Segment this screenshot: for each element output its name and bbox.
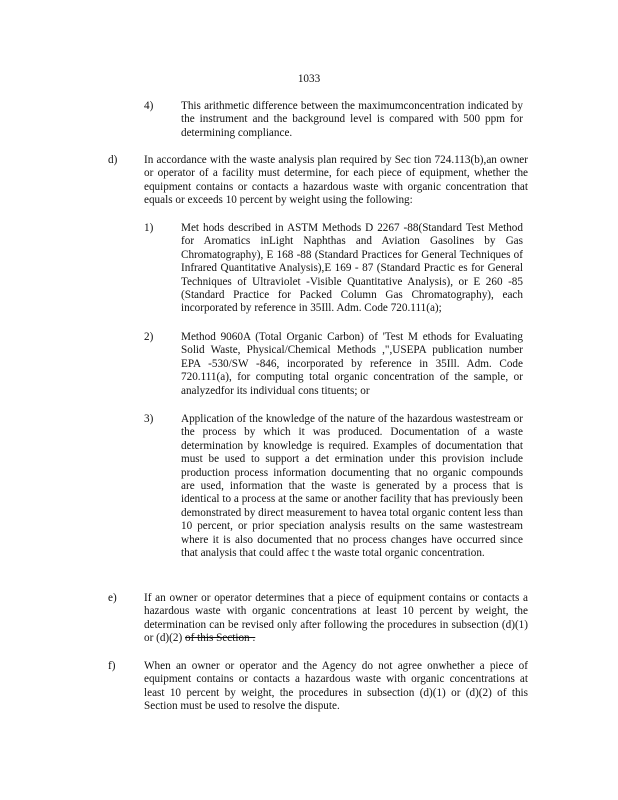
paragraph-text: Application of the knowledge of the nature of the hazardous wastestream or the process by which it was produced. Documentation of a waste determination by knowledge is required. Examples of documentation that must be used to support a det ermination under this provision include production process information documenting that no organic compounds are used, information that the waste is generated by a process that is identical to a process at the same or another facility that has previously been demonstrated by direct measurement to havea total organic content less than 10 percent, or prior speciation analysis results on the same wastestream where it is also documented that no process changes have occurred since that analysis that could affec t the waste total organic concentration. [181, 413, 523, 560]
page-number: 1033 [297, 73, 321, 85]
list-marker: 4) [144, 100, 154, 112]
struck-text: of this Section . [185, 632, 256, 645]
paragraph-4 [144, 100, 523, 140]
paragraph-e [108, 592, 528, 646]
list-marker: f) [108, 660, 116, 672]
paragraph-text: This arithmetic difference between the maximumconcentration indicated by the instrument and the background level is compared with 500 ppm for determining compliance. [181, 100, 523, 139]
paragraph-body: If an owner or operator determines that a piece of equipment contains or contacts a hazardous waste with organic concentrations at least 10 percent by weight, the determination can be revised only after following the procedures in subsection (d)(1) or (d)(2) [144, 592, 528, 645]
list-marker: d) [108, 154, 118, 166]
paragraph-d [108, 154, 528, 208]
list-marker: 3) [144, 413, 154, 425]
list-marker: e) [108, 592, 117, 604]
paragraph-d2 [144, 331, 523, 398]
paragraph-text: Method 9060A (Total Organic Carbon) of 'Test M ethods for Evaluating Solid Waste, Physical/Chemical Methods ,",USEPA publication number EPA -530/SW -846, incorporated by reference in 35Ill. Adm. Code 720.111(a), for computing total organic concentration of the sample, or analyzedfor its individual cons tituents; or [181, 331, 523, 397]
paragraph-text: When an owner or operator and the Agency do not agree onwhether a piece of equipment contains or contacts a hazardous waste with organic concentrations at least 10 percent by weight, the procedures in subsection (d)(1) or (d)(2) of this Section must be used to resolve the dispute. [144, 660, 528, 713]
paragraph-d1 [144, 222, 523, 316]
paragraph-d3 [144, 413, 523, 560]
paragraph-text: Met hods described in ASTM Methods D 2267 -88(Standard Test Method for Aromatics inLight Naphthas and Aviation Gasolines by Gas Chromatography), E 168 -88 (Standard Practices for General Techniques of Infrared Quantitative Analysis),E 169 - 87 (Standard Practic es for General Techniques of Ultraviolet -Visible Quantitative Analysis), or E 260 -85 (Standard Practice for Packed Column Gas Chromatography), each incorporated by reference in 35Ill. Adm. Code 720.111(a); [181, 222, 523, 315]
list-marker: 2) [144, 331, 154, 343]
paragraph-text [144, 592, 528, 646]
paragraph-text: In accordance with the waste analysis plan required by Sec tion 724.113(b),an owner or operator of a facility must determine, for each piece of equipment, whether the equipment contains or contacts a hazardous waste with organic concentration that equals or exceeds 10 percent by weight using the following: [144, 154, 528, 207]
paragraph-f [108, 660, 528, 714]
list-marker: 1) [144, 222, 154, 234]
